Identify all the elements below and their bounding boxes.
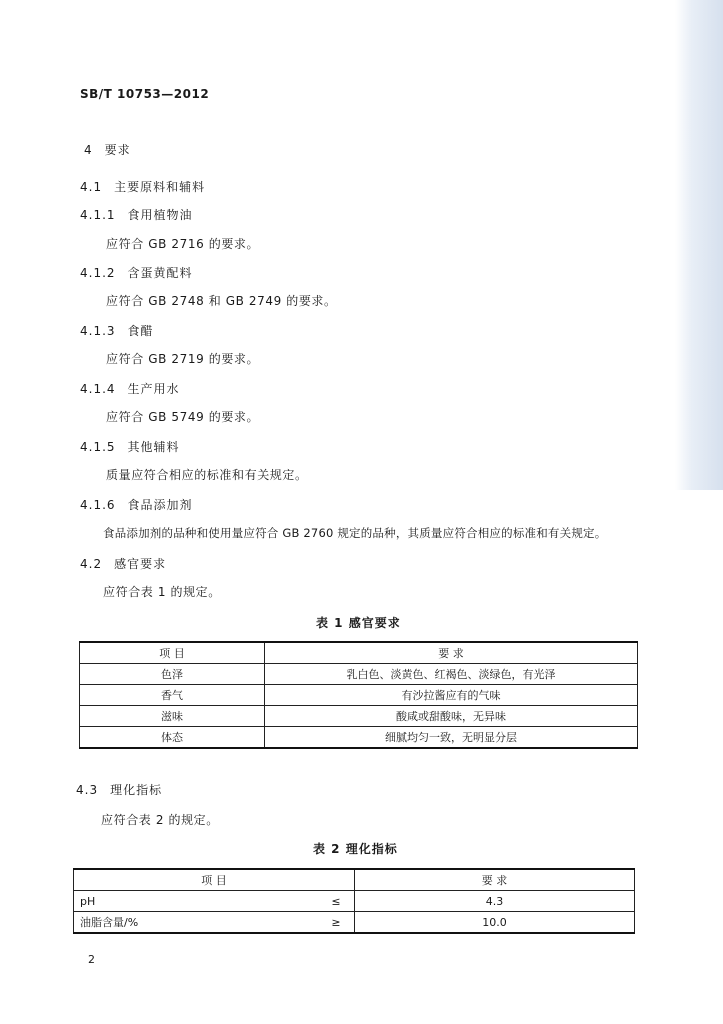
heading-number: 4.1.1 [80, 208, 116, 222]
standard-code: SB/T 10753—2012 [80, 87, 210, 101]
row-item: pH [74, 891, 319, 912]
heading-number: 4 [84, 143, 93, 157]
paragraph-4-1-3: 应符合 GB 2719 的要求。 [106, 352, 260, 366]
paragraph-4-1-2: 应符合 GB 2748 和 GB 2749 的要求。 [106, 294, 337, 308]
heading-4-1-3 [80, 322, 154, 339]
heading-4-1-2 [80, 264, 193, 281]
heading-number: 4.1.4 [80, 382, 116, 396]
row-value: 10.0 [355, 912, 635, 934]
heading-number: 4.1.3 [80, 324, 116, 338]
paragraph-4-1-5: 质量应符合相应的标准和有关规定。 [106, 468, 308, 482]
heading-title: 其他辅料 [127, 440, 180, 454]
paragraph-4-1-1: 应符合 GB 2716 的要求。 [106, 237, 260, 251]
heading-title: 主要原料和辅料 [114, 180, 206, 194]
table-1-caption: 表 1 感官要求 [316, 616, 401, 630]
heading-title: 食醋 [127, 324, 154, 338]
heading-4-1-6 [80, 496, 193, 513]
paragraph-4-1-4: 应符合 GB 5749 的要求。 [106, 410, 260, 424]
heading-number: 4.1.5 [80, 440, 116, 454]
row-item: 体态 [80, 727, 265, 749]
row-requirement: 细腻均匀一致，无明显分层 [265, 727, 638, 749]
heading-number: 4.2 [80, 557, 103, 571]
heading-number: 4.3 [76, 783, 99, 797]
table-row [80, 664, 638, 685]
heading-4-3 [76, 781, 162, 798]
heading-number: 4.1.2 [80, 266, 116, 280]
table-row [80, 727, 638, 749]
table-1-sensory [79, 641, 638, 749]
paragraph-4-1-6: 食品添加剂的品种和使用量应符合 GB 2760 规定的品种，其质量应符合相应的标准和有关规定。 [103, 526, 607, 540]
heading-title: 含蛋黄配料 [127, 266, 193, 280]
row-requirement: 酸咸或甜酸味，无异味 [265, 706, 638, 727]
heading-4-1 [80, 178, 205, 195]
row-item: 滋味 [80, 706, 265, 727]
row-item: 色泽 [80, 664, 265, 685]
table-2-caption: 表 2 理化指标 [313, 842, 398, 856]
table-row [74, 912, 635, 934]
header-requirement: 要 求 [265, 642, 638, 664]
table-header-row [74, 869, 635, 891]
heading-number: 4.1.6 [80, 498, 116, 512]
row-operator: ≤ [318, 891, 355, 912]
heading-title: 生产用水 [127, 382, 180, 396]
heading-title: 食用植物油 [127, 208, 193, 222]
heading-4-1-4 [80, 380, 180, 397]
table-row [80, 685, 638, 706]
header-item: 项 目 [80, 642, 265, 664]
heading-4-2 [80, 555, 166, 572]
table-header-row [80, 642, 638, 664]
heading-title: 要求 [104, 143, 131, 157]
row-operator: ≥ [318, 912, 355, 934]
paragraph-4-3: 应符合表 2 的规定。 [101, 813, 219, 827]
heading-number: 4.1 [80, 180, 103, 194]
header-item: 项 目 [74, 869, 355, 891]
heading-title: 理化指标 [110, 783, 163, 797]
heading-4-1-1 [80, 206, 193, 223]
table-2-physicochemical [73, 868, 635, 934]
page-number: 2 [88, 953, 95, 966]
row-value: 4.3 [355, 891, 635, 912]
paragraph-4-2: 应符合表 1 的规定。 [103, 585, 221, 599]
heading-4-1-5 [80, 438, 180, 455]
row-item: 油脂含量/% [74, 912, 319, 934]
scan-edge-shadow [675, 0, 723, 490]
heading-title: 感官要求 [114, 557, 167, 571]
table-row [80, 706, 638, 727]
heading-4 [84, 141, 131, 158]
table-row [74, 891, 635, 912]
row-item: 香气 [80, 685, 265, 706]
header-requirement: 要 求 [355, 869, 635, 891]
row-requirement: 乳白色、淡黄色、红褐色、淡绿色，有光泽 [265, 664, 638, 685]
heading-title: 食品添加剂 [127, 498, 193, 512]
row-requirement: 有沙拉酱应有的气味 [265, 685, 638, 706]
